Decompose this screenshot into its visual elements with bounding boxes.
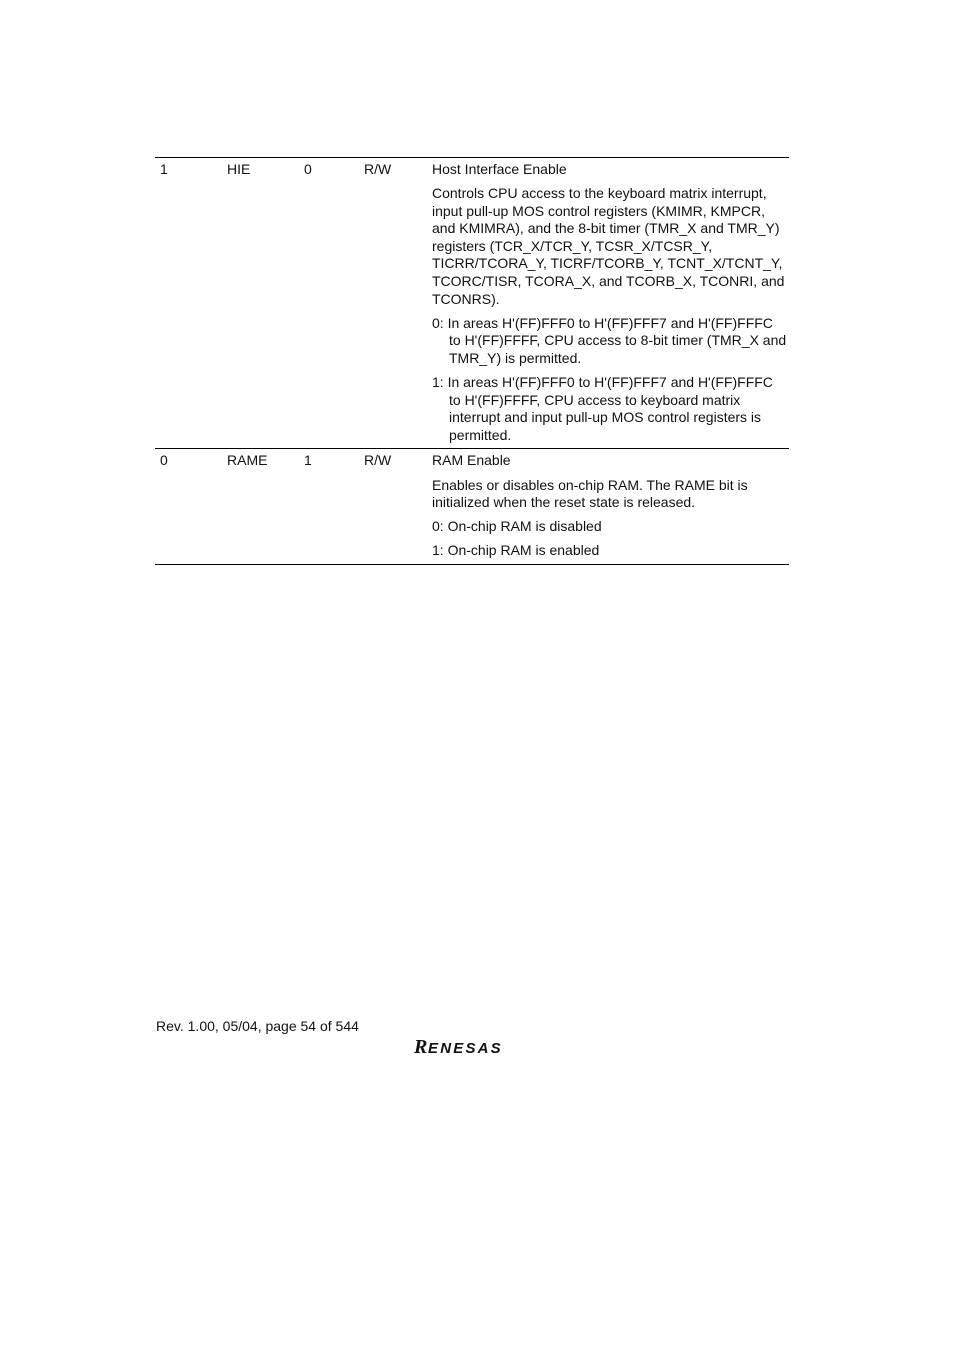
- bit-title: RAM Enable: [432, 452, 511, 469]
- setting-option-1: 1: On-chip RAM is enabled: [432, 542, 600, 559]
- svg-text:R: R: [414, 1036, 428, 1057]
- setting-option-0: 0: In areas H'(FF)FFF0 to H'(FF)FFF7 and H'(FF)FFFC to H'(FF)FFFF, CPU access to 8-bit timer (TMR_X and TMR_Y) is permitted.: [432, 314, 787, 366]
- svg-text:ENESAS: ENESAS: [428, 1040, 503, 1057]
- initial-value: 1: [304, 452, 312, 469]
- bit-name: RAME: [227, 452, 268, 469]
- bit-number: 1: [160, 161, 168, 177]
- initial-value: 0: [304, 161, 312, 177]
- bit-description: [432, 449, 788, 563]
- bit-description-text: Enables or disables on-chip RAM. The RAME bit is initialized when the reset state is released.: [432, 476, 748, 511]
- renesas-logo: [413, 1035, 535, 1057]
- table-row: [155, 448, 789, 563]
- table-row: [155, 158, 789, 448]
- bit-number: 0: [160, 452, 168, 469]
- page-footer-revision: Rev. 1.00, 05/04, page 54 of 544: [156, 1018, 359, 1034]
- bit-description-text: Controls CPU access to the keyboard matrix interrupt, input pull-up MOS control registers (KMIMR, KMPCR, and KMIMRA), and the 8-bit timer (TMR_X and TMR_Y) registers (TCR_X/TCR_Y, TCSR_X/TCSR_Y, TICRR/TCORA_Y, TICRF/TCORB_Y, TCNT_X/TCNT_Y, TCORC/TISR, TCORA_X, and TCORB_X, TCONRI, and TCONRS).: [432, 185, 785, 307]
- bit-name: HIE: [227, 161, 251, 177]
- read-write: R/W: [364, 452, 392, 469]
- bit-title: Host Interface Enable: [432, 161, 567, 177]
- setting-option-1: 1: In areas H'(FF)FFF0 to H'(FF)FFF7 and H'(FF)FFFC to H'(FF)FFFF, CPU access to keyboard matrix interrupt and input pull-up MOS control registers is permitted.: [432, 374, 773, 443]
- register-bit-table: [155, 157, 789, 565]
- read-write: R/W: [364, 161, 392, 177]
- bit-description: [432, 158, 788, 448]
- setting-option-0: 0: On-chip RAM is disabled: [432, 518, 602, 535]
